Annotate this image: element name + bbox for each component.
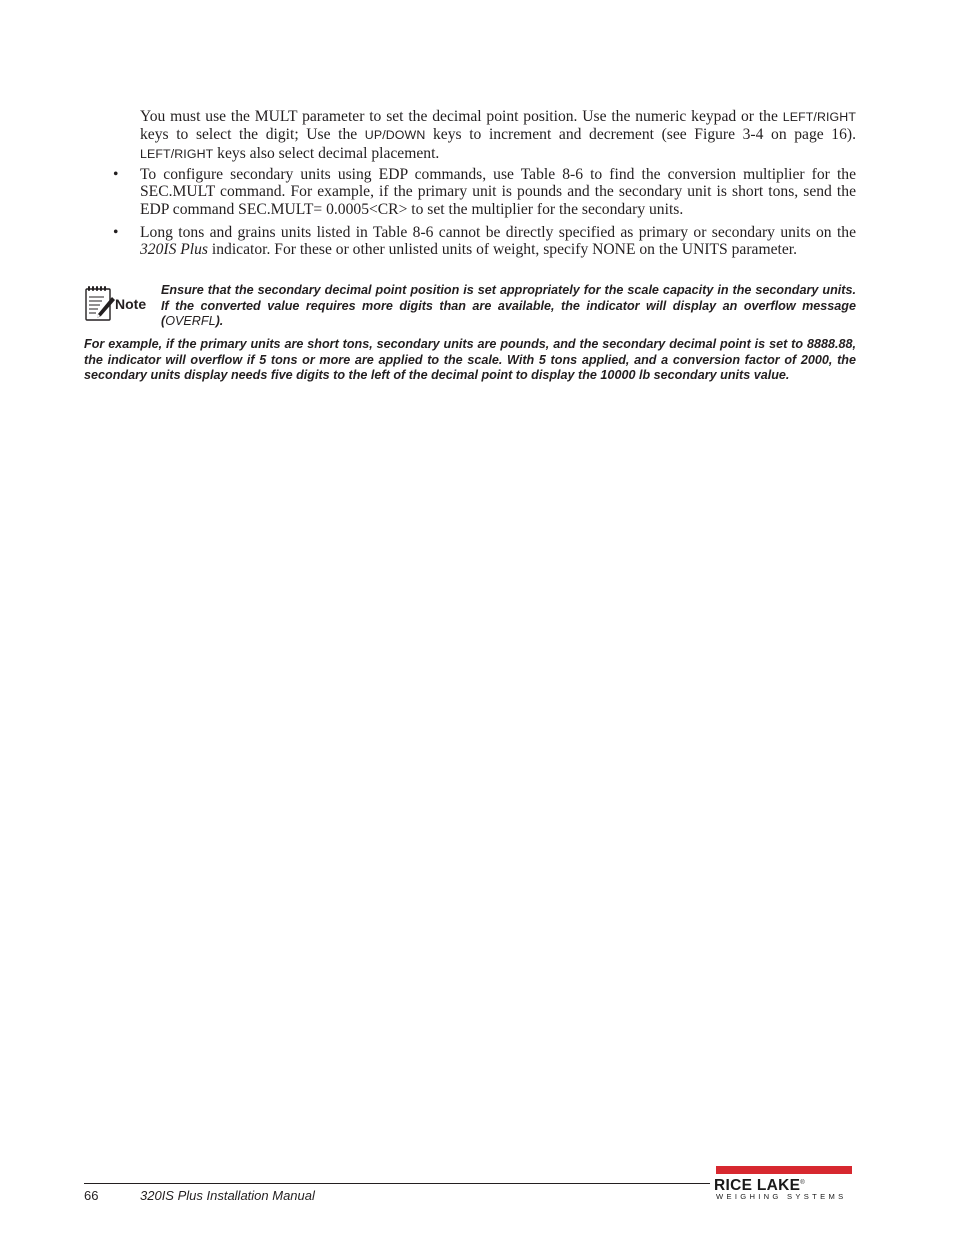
- logo-red-bar: [716, 1166, 852, 1174]
- mult-parameter-paragraph: [140, 108, 856, 163]
- key-left-right-2: LEFT/RIGHT: [140, 146, 214, 161]
- bullet-text: To configure secondary units using EDP commands, use Table 8-6 to find the conversion multiplier for the SEC.MULT command. For example, if the primary unit is pounds and the secondary unit is short tons, send the EDP command SEC.MULT= 0.0005<CR> to set the multiplier for the secondary units.: [140, 166, 856, 218]
- bullet-text-after: indicator. For these or other unlisted units of weight, specify NONE on the UNITS parameter.: [208, 241, 797, 259]
- key-up-down: UP/DOWN: [364, 128, 426, 143]
- bullet-long-tons: [113, 224, 856, 259]
- overflow-code: OVERFL: [165, 314, 216, 329]
- manual-title: 320IS Plus Installation Manual: [140, 1188, 315, 1203]
- logo-brand-text: RICE LAKE: [714, 1177, 801, 1195]
- example-paragraph: For example, if the primary units are short tons, secondary units are pounds, and the secondary decimal point is set to 8888.88, the indicator will overflow if 5 tons or more are applied to the scale. With 5 tons applied, and a conversion factor of 2000, the secondary units display needs five digits to the left of the decimal point to display the 10000 lb secondary units value.: [84, 337, 856, 383]
- note-text: [161, 283, 856, 330]
- bullet-secondary-units: [113, 166, 856, 218]
- bullet-text-before: Long tons and grains units listed in Table 8-6 cannot be directly specified as primary or secondary units on the: [140, 224, 856, 241]
- mult-text-2: keys to select the digit; Use the: [140, 126, 365, 144]
- rice-lake-logo: [714, 1166, 856, 1202]
- note-label: Note: [115, 296, 147, 312]
- footer-rule: [84, 1183, 710, 1184]
- bullet-symbol: •: [113, 224, 119, 241]
- page-number: 66: [84, 1188, 99, 1203]
- note-text-after: ).: [215, 314, 224, 329]
- product-name: 320IS Plus: [140, 241, 209, 259]
- mult-text-3: keys to increment and decrement (see Figure 3-4 on page 16).: [425, 126, 856, 144]
- note-text-before: Ensure that the secondary decimal point position is set appropriately for the scale capacity in the secondary units. If the converted value requires more digits than are available, the indicator will display an overflow message (: [161, 283, 856, 329]
- bullet-symbol: •: [113, 166, 119, 183]
- key-left-right: LEFT/RIGHT: [782, 110, 856, 124]
- note-pad-pencil-icon: [84, 285, 154, 325]
- mult-text-1: You must use the MULT parameter to set the decimal point position. Use the numeric keypad or the: [140, 108, 783, 125]
- mult-text-4: keys also select decimal placement.: [213, 144, 440, 162]
- registered-mark: ®: [800, 1180, 805, 1186]
- logo-tagline: WEIGHING SYSTEMS: [716, 1192, 847, 1201]
